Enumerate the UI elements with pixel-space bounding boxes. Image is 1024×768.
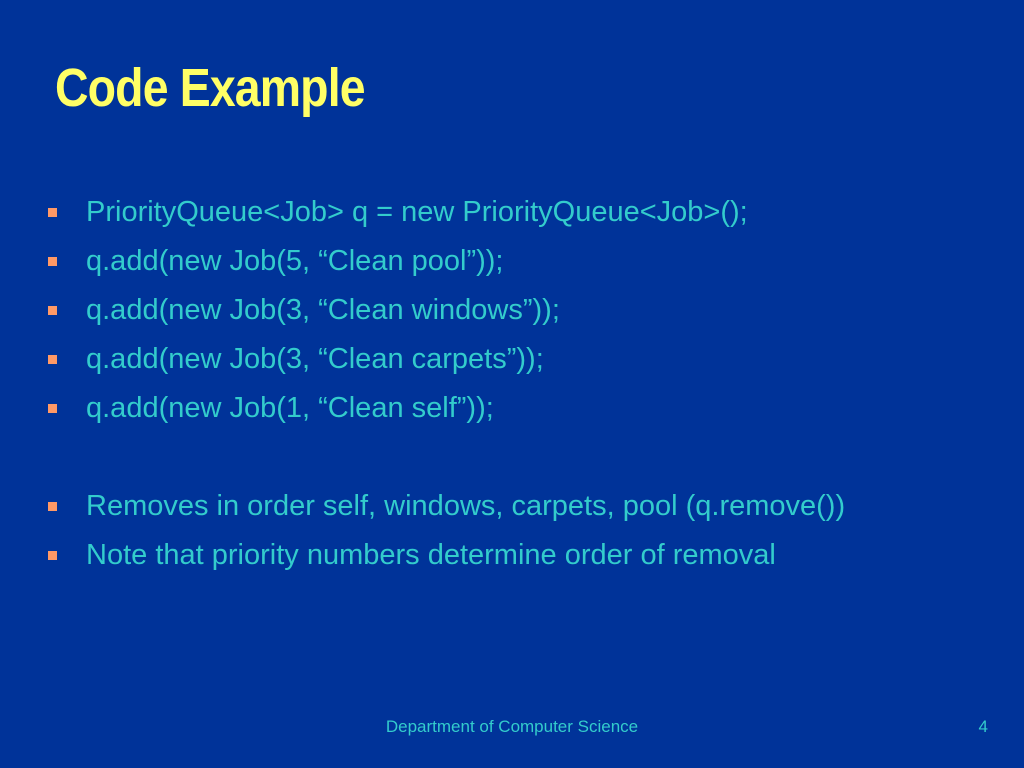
bullet-text: PriorityQueue<Job> q = new PriorityQueue<Job>(); (86, 196, 748, 228)
square-bullet-icon (48, 257, 57, 266)
bullet-text: Removes in order self, windows, carpets, pool (q.remove()) (86, 490, 846, 522)
square-bullet-icon (48, 404, 57, 413)
bullet-text: q.add(new Job(1, “Clean self”)); (86, 392, 494, 424)
bullet-text: Note that priority numbers determine order of removal (86, 539, 776, 571)
footer-department: Department of Computer Science (385, 717, 639, 736)
square-bullet-icon (48, 208, 57, 217)
bullet-item (0, 531, 1024, 580)
bullet-item (0, 286, 1024, 335)
bullet-item (0, 335, 1024, 384)
square-bullet-icon (48, 306, 57, 315)
square-bullet-icon (48, 355, 57, 364)
bullet-text: q.add(new Job(3, “Clean windows”)); (86, 294, 560, 326)
bullet-text: q.add(new Job(3, “Clean carpets”)); (86, 343, 544, 375)
slide-title: Code Example (55, 58, 365, 118)
bullet-item (0, 237, 1024, 286)
bullet-item (0, 384, 1024, 433)
bullet-text: q.add(new Job(5, “Clean pool”)); (86, 245, 504, 277)
page-number: 4 (978, 717, 988, 736)
bullet-list (0, 188, 1024, 580)
square-bullet-icon (48, 551, 57, 560)
bullet-item (0, 188, 1024, 237)
square-bullet-icon (48, 502, 57, 511)
bullet-item (0, 482, 1024, 531)
